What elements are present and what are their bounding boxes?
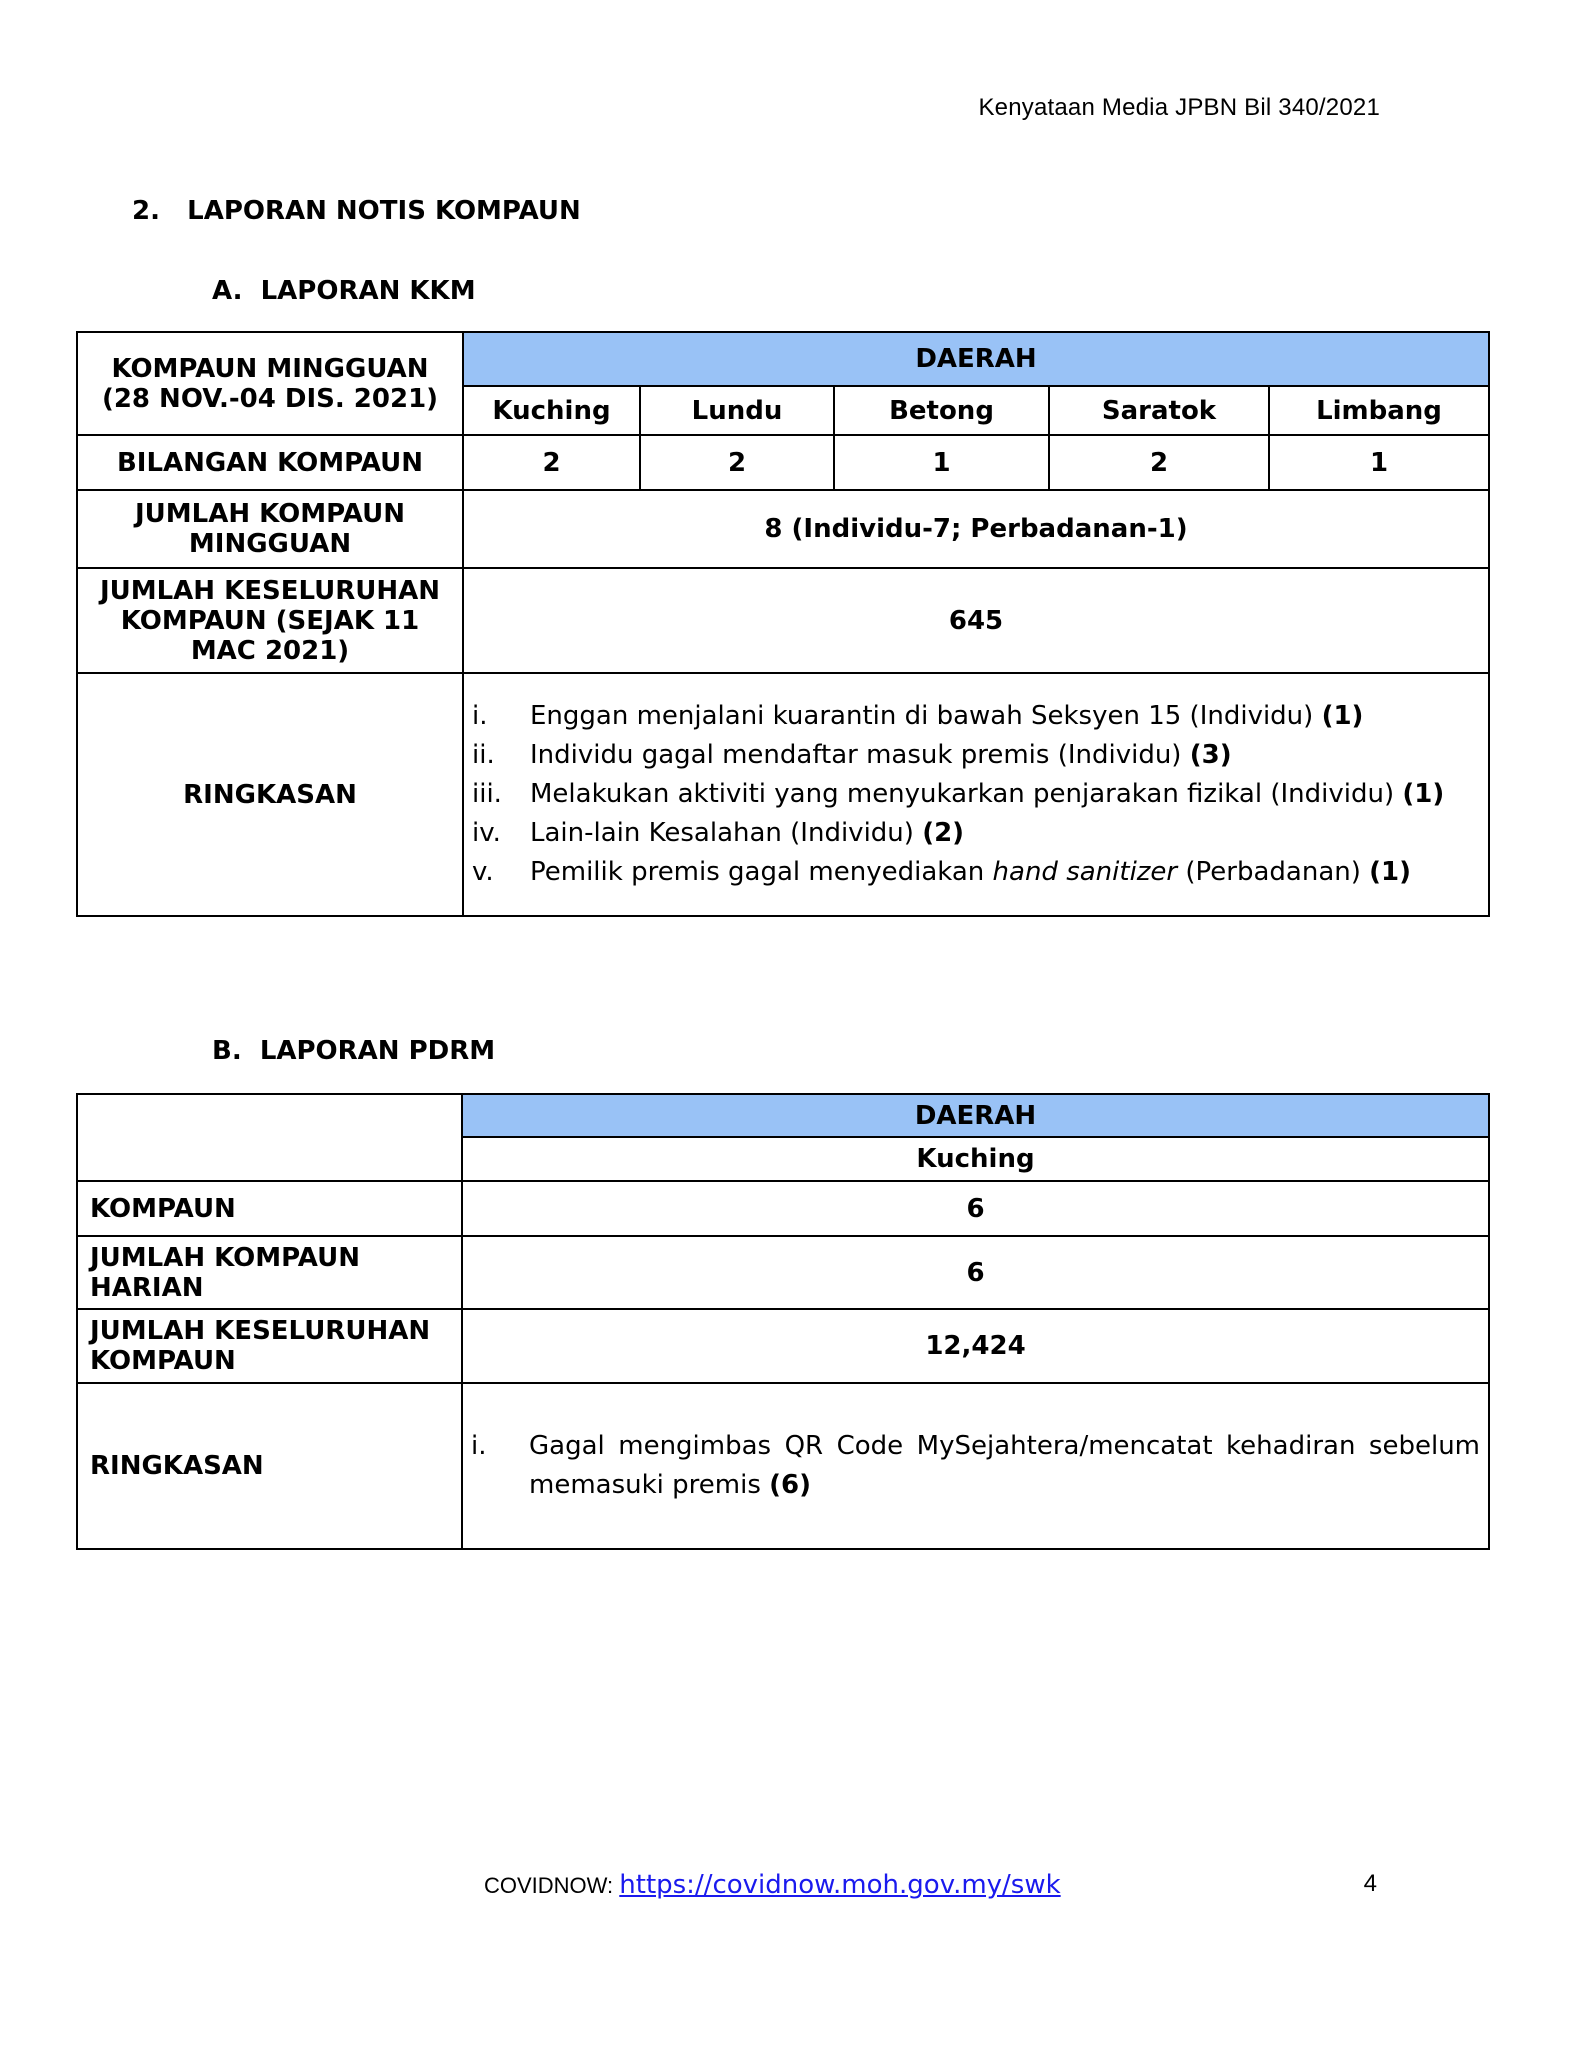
list-item (472, 697, 1480, 736)
kkm-bilangan-kuching: 2 (463, 435, 640, 490)
kkm-bilangan-saratok: 2 (1049, 435, 1269, 490)
pdrm-title: LAPORAN PDRM (259, 1036, 496, 1066)
kkm-ringkasan-label: RINGKASAN (77, 673, 463, 916)
list-item-count: (1) (1321, 701, 1364, 731)
list-item-count: (3) (1189, 740, 1232, 770)
list-item-text: Pemilik premis gagal menyediakan (530, 857, 993, 887)
pdrm-kompaun-label: KOMPAUN (77, 1181, 462, 1236)
pdrm-kompaun-value: 6 (462, 1181, 1489, 1236)
pdrm-jumlah-keseluruhan-value: 12,424 (462, 1309, 1489, 1383)
list-item-number: i. (471, 1431, 487, 1461)
kkm-jumlah-mingguan-label: JUMLAH KOMPAUN MINGGUAN (77, 490, 463, 568)
kkm-jumlah-mingguan-value: 8 (Individu-7; Perbadanan-1) (463, 490, 1489, 568)
pdrm-letter: B. (212, 1036, 242, 1066)
kkm-jumlah-keseluruhan-label: JUMLAH KESELURUHAN KOMPAUN (SEJAK 11 MAC 2021) (77, 568, 463, 673)
pdrm-ringkasan-list (471, 1427, 1480, 1505)
list-item (471, 1427, 1480, 1505)
kkm-period-line2: (28 NOV.-04 DIS. 2021) (101, 383, 439, 414)
list-item-number: iii. (472, 779, 502, 809)
list-item-number: iv. (472, 818, 501, 848)
kkm-district-limbang: Limbang (1269, 386, 1489, 435)
list-item-number: v. (472, 857, 494, 887)
kkm-period-line1: KOMPAUN MINGGUAN (111, 353, 429, 384)
pdrm-corner-cell (77, 1094, 462, 1181)
kkm-district-saratok: Saratok (1049, 386, 1269, 435)
section-heading (132, 196, 581, 226)
list-item (472, 736, 1480, 775)
list-item-text-after: (Perbadanan) (1177, 857, 1370, 887)
kkm-table (76, 331, 1490, 917)
pdrm-ringkasan-cell (462, 1383, 1489, 1549)
kkm-district-betong: Betong (834, 386, 1049, 435)
kkm-heading (212, 276, 476, 306)
list-item-count: (2) (922, 818, 965, 848)
pdrm-table (76, 1093, 1490, 1550)
list-item-text: Individu gagal mendaftar masuk premis (Individu) (530, 740, 1190, 770)
footer (484, 1870, 1061, 1900)
kkm-title: LAPORAN KKM (260, 276, 476, 306)
covidnow-link[interactable]: https://covidnow.moh.gov.my/swk (619, 1870, 1061, 1900)
list-item-text: Melakukan aktiviti yang menyukarkan penjarakan fizikal (Individu) (530, 779, 1403, 809)
kkm-letter: A. (212, 276, 243, 306)
list-item-count: (1) (1369, 857, 1412, 887)
footer-label: COVIDNOW: (484, 1873, 620, 1898)
kkm-jumlah-keseluruhan-value: 645 (463, 568, 1489, 673)
list-item (472, 814, 1480, 853)
document-reference: Kenyataan Media JPBN Bil 340/2021 (978, 94, 1380, 121)
kkm-district-kuching: Kuching (463, 386, 640, 435)
list-item-text: Gagal mengimbas QR Code MySejahtera/mencatat kehadiran sebelum memasuki premis (529, 1431, 1480, 1500)
kkm-period-header (77, 332, 463, 435)
pdrm-district-header: DAERAH (462, 1094, 1489, 1137)
list-item-text: Lain-lain Kesalahan (Individu) (530, 818, 923, 848)
kkm-bilangan-limbang: 1 (1269, 435, 1489, 490)
list-item (472, 775, 1480, 814)
section-number: 2. (132, 196, 160, 226)
list-item (472, 853, 1480, 892)
kkm-ringkasan-list (472, 697, 1480, 892)
kkm-bilangan-lundu: 2 (640, 435, 834, 490)
list-item-italic-term: hand sanitizer (992, 857, 1178, 887)
pdrm-jumlah-harian-label: JUMLAH KOMPAUN HARIAN (77, 1236, 462, 1309)
list-item-number: i. (472, 701, 488, 731)
pdrm-jumlah-keseluruhan-label: JUMLAH KESELURUHAN KOMPAUN (77, 1309, 462, 1383)
list-item-text: Enggan menjalani kuarantin di bawah Seksyen 15 (Individu) (530, 701, 1322, 731)
kkm-ringkasan-cell (463, 673, 1489, 916)
list-item-number: ii. (472, 740, 495, 770)
list-item-count: (1) (1402, 779, 1445, 809)
kkm-bilangan-betong: 1 (834, 435, 1049, 490)
kkm-bilangan-label: BILANGAN KOMPAUN (77, 435, 463, 490)
page-number: 4 (1363, 1870, 1377, 1897)
pdrm-heading (212, 1036, 495, 1066)
pdrm-district-kuching: Kuching (462, 1137, 1489, 1181)
pdrm-jumlah-harian-value: 6 (462, 1236, 1489, 1309)
kkm-district-header: DAERAH (463, 332, 1489, 386)
section-title: LAPORAN NOTIS KOMPAUN (187, 196, 581, 226)
list-item-count: (6) (769, 1470, 811, 1500)
kkm-district-lundu: Lundu (640, 386, 834, 435)
pdrm-ringkasan-label: RINGKASAN (77, 1383, 462, 1549)
